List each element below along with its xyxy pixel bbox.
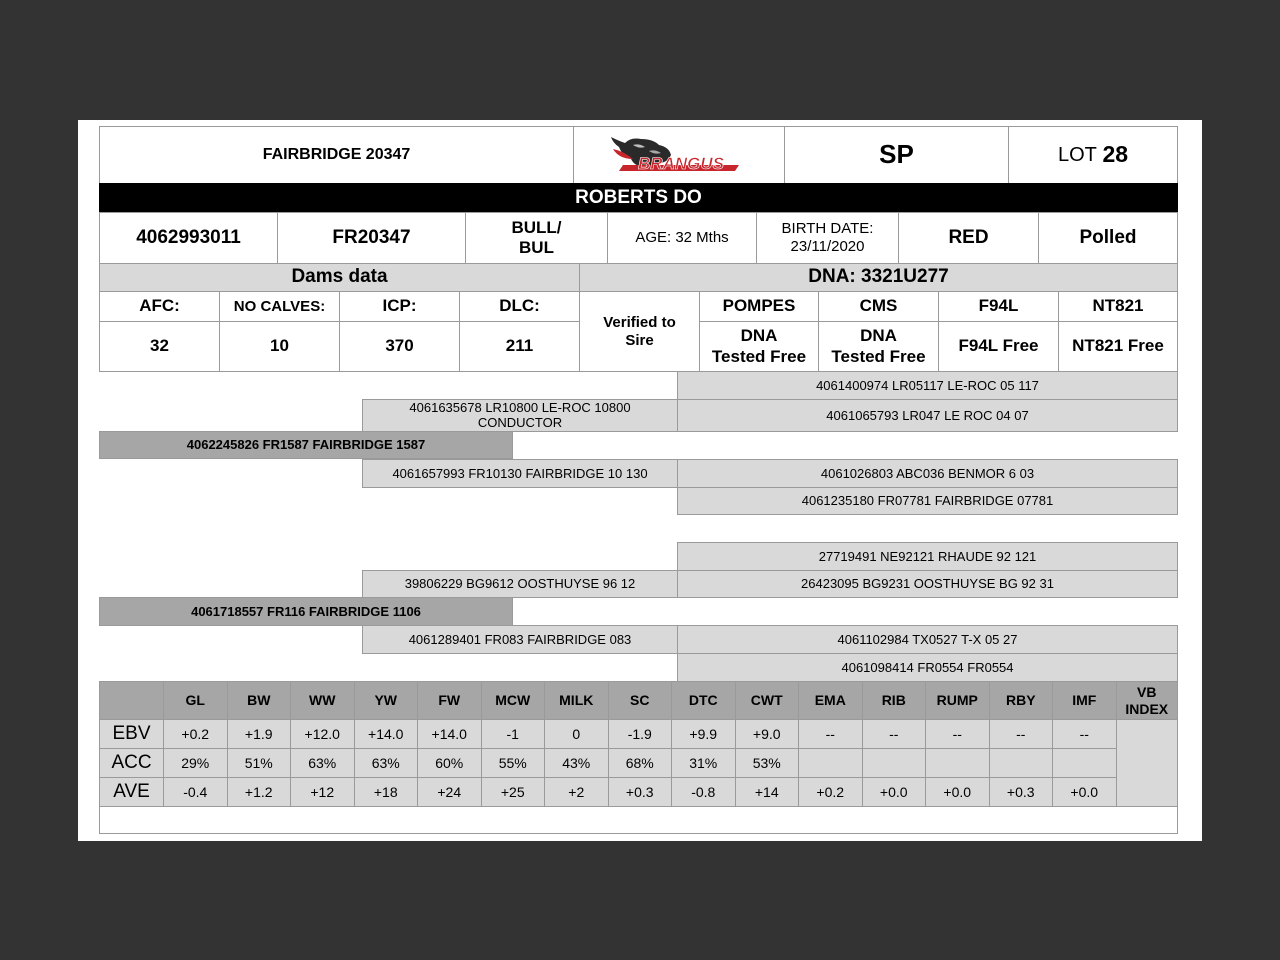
ebv-cell: +12.0 xyxy=(290,719,355,749)
dams-label: DLC: xyxy=(459,291,580,322)
ebv-cell: +1.9 xyxy=(227,719,292,749)
ebv-cell: 63% xyxy=(290,748,355,778)
ebv-row-label: AVE xyxy=(99,777,164,807)
ebv-cell: +0.3 xyxy=(608,777,673,807)
dams-label: NO CALVES: xyxy=(219,291,340,322)
ebv-cell: 51% xyxy=(227,748,292,778)
pedigree-sds: 4061026803 ABC036 BENMOR 6 03 xyxy=(677,459,1178,488)
ebv-column-header: MILK xyxy=(544,681,609,720)
ebv-cell xyxy=(862,748,927,778)
ebv-cell xyxy=(1052,748,1117,778)
pedigree-sdd: 4061235180 FR07781 FAIRBRIDGE 07781 xyxy=(677,487,1178,515)
footer-row xyxy=(99,804,1178,834)
pedigree-ddd: 4061098414 FR0554 FR0554 xyxy=(677,653,1178,682)
ebv-cell: +2 xyxy=(544,777,609,807)
age: AGE: 32 Mths xyxy=(607,212,757,264)
pedigree-dam: 4061718557 FR116 FAIRBRIDGE 1106 xyxy=(99,597,513,626)
pedigree-sire-dam: 4061657993 FR10130 FAIRBRIDGE 10 130 xyxy=(362,459,678,488)
pedigree-sss: 4061400974 LR05117 LE-ROC 05 117 xyxy=(677,371,1178,400)
ebv-cell: +25 xyxy=(481,777,546,807)
ebv-column-header: MCW xyxy=(481,681,546,720)
sale-card xyxy=(78,120,1202,841)
ebv-cell: -- xyxy=(862,719,927,749)
ebv-cell: +0.2 xyxy=(163,719,228,749)
ebv-column-header: DTC xyxy=(671,681,736,720)
ebv-cell xyxy=(925,748,990,778)
ebv-corner-cell xyxy=(99,681,164,720)
vb-index-cell xyxy=(1116,719,1179,807)
pedigree-dsd: 26423095 BG9231 OOSTHUYSE BG 92 31 xyxy=(677,570,1178,598)
reg-number: 4062993011 xyxy=(99,212,278,264)
ebv-cell: +14.0 xyxy=(354,719,419,749)
ebv-cell: +0.0 xyxy=(862,777,927,807)
dams-value: 10 xyxy=(219,321,340,372)
ebv-column-header: RUMP xyxy=(925,681,990,720)
ebv-cell: +9.9 xyxy=(671,719,736,749)
birth-date: BIRTH DATE: 23/11/2020 xyxy=(756,212,899,264)
ebv-column-header: RBY xyxy=(989,681,1054,720)
ebv-cell: +24 xyxy=(417,777,482,807)
ebv-cell: -- xyxy=(798,719,863,749)
horn-status: Polled xyxy=(1038,212,1178,264)
colour: RED xyxy=(898,212,1039,264)
dna-test-result: DNA Tested Free xyxy=(699,321,819,372)
dna-test-name: NT821 xyxy=(1058,291,1178,322)
dna-test-result: F94L Free xyxy=(938,321,1059,372)
lot-value: 28 xyxy=(1102,141,1129,168)
ebv-column-header: CWT xyxy=(735,681,800,720)
type-code: SP xyxy=(784,126,1009,184)
ebv-cell: +14.0 xyxy=(417,719,482,749)
ebv-column-header: GL xyxy=(163,681,228,720)
ebv-cell: +18 xyxy=(354,777,419,807)
dna-title: DNA: 3321U277 xyxy=(579,263,1178,292)
ebv-column-header: SC xyxy=(608,681,673,720)
ebv-cell: -- xyxy=(989,719,1054,749)
ebv-cell: 0 xyxy=(544,719,609,749)
ebv-cell: +0.0 xyxy=(1052,777,1117,807)
ebv-cell: +9.0 xyxy=(735,719,800,749)
pedigree-sire: 4062245826 FR1587 FAIRBRIDGE 1587 xyxy=(99,431,513,459)
pedigree-dds: 4061102984 TX0527 T-X 05 27 xyxy=(677,625,1178,654)
vb-index-header: VB INDEX xyxy=(1116,681,1179,720)
dna-test-name: F94L xyxy=(938,291,1059,322)
ebv-cell: -- xyxy=(925,719,990,749)
ident: FR20347 xyxy=(277,212,466,264)
dams-label: ICP: xyxy=(339,291,460,322)
pedigree-dam-dam: 4061289401 FR083 FAIRBRIDGE 083 xyxy=(362,625,678,654)
dams-value: 32 xyxy=(99,321,220,372)
ebv-cell: 60% xyxy=(417,748,482,778)
ebv-column-header: WW xyxy=(290,681,355,720)
ebv-cell: -0.4 xyxy=(163,777,228,807)
ebv-column-header: RIB xyxy=(862,681,927,720)
dams-value: 370 xyxy=(339,321,460,372)
lot-label: LOT xyxy=(1057,144,1097,166)
ebv-cell: -1 xyxy=(481,719,546,749)
ebv-column-header: IMF xyxy=(1052,681,1117,720)
ebv-cell: +0.2 xyxy=(798,777,863,807)
ebv-cell: +0.3 xyxy=(989,777,1054,807)
ebv-column-header: FW xyxy=(417,681,482,720)
ebv-cell: 29% xyxy=(163,748,228,778)
dams-label: AFC: xyxy=(99,291,220,322)
dams-value: 211 xyxy=(459,321,580,372)
ebv-cell: 68% xyxy=(608,748,673,778)
brangus-logo xyxy=(573,126,785,184)
pedigree-sire-sire: 4061635678 LR10800 LE-ROC 10800 CONDUCTOR xyxy=(362,399,678,432)
ebv-cell: +0.0 xyxy=(925,777,990,807)
ebv-cell: +14 xyxy=(735,777,800,807)
animal-name: ROBERTS DO xyxy=(99,183,1178,213)
ebv-cell: 31% xyxy=(671,748,736,778)
ebv-cell: 55% xyxy=(481,748,546,778)
ebv-cell: -0.8 xyxy=(671,777,736,807)
ebv-cell xyxy=(798,748,863,778)
pedigree-dam-sire: 39806229 BG9612 OOSTHUYSE 96 12 xyxy=(362,570,678,598)
lot-number xyxy=(1008,126,1178,184)
pedigree-dss: 27719491 NE92121 RHAUDE 92 121 xyxy=(677,542,1178,571)
dna-test-result: NT821 Free xyxy=(1058,321,1178,372)
ebv-cell xyxy=(989,748,1054,778)
sex: BULL/ BUL xyxy=(465,212,608,264)
ebv-cell: +1.2 xyxy=(227,777,292,807)
ebv-cell: 63% xyxy=(354,748,419,778)
bull-head-icon xyxy=(609,133,749,177)
dna-test-name: POMPES xyxy=(699,291,819,322)
ebv-cell: -1.9 xyxy=(608,719,673,749)
pedigree-ssd: 4061065793 LR047 LE ROC 04 07 xyxy=(677,399,1178,432)
ebv-column-header: BW xyxy=(227,681,292,720)
dna-verified: Verified to Sire xyxy=(579,291,700,372)
brand-text: BRANGUS xyxy=(638,154,724,173)
farm-name: FAIRBRIDGE 20347 xyxy=(99,126,574,184)
dna-test-name: CMS xyxy=(818,291,939,322)
ebv-cell: +12 xyxy=(290,777,355,807)
dams-title: Dams data xyxy=(99,263,580,292)
dna-test-result: DNA Tested Free xyxy=(818,321,939,372)
ebv-row-label: ACC xyxy=(99,748,164,778)
ebv-column-header: EMA xyxy=(798,681,863,720)
ebv-cell: 43% xyxy=(544,748,609,778)
ebv-column-header: YW xyxy=(354,681,419,720)
ebv-row-label: EBV xyxy=(99,719,164,749)
ebv-cell: -- xyxy=(1052,719,1117,749)
ebv-cell: 53% xyxy=(735,748,800,778)
